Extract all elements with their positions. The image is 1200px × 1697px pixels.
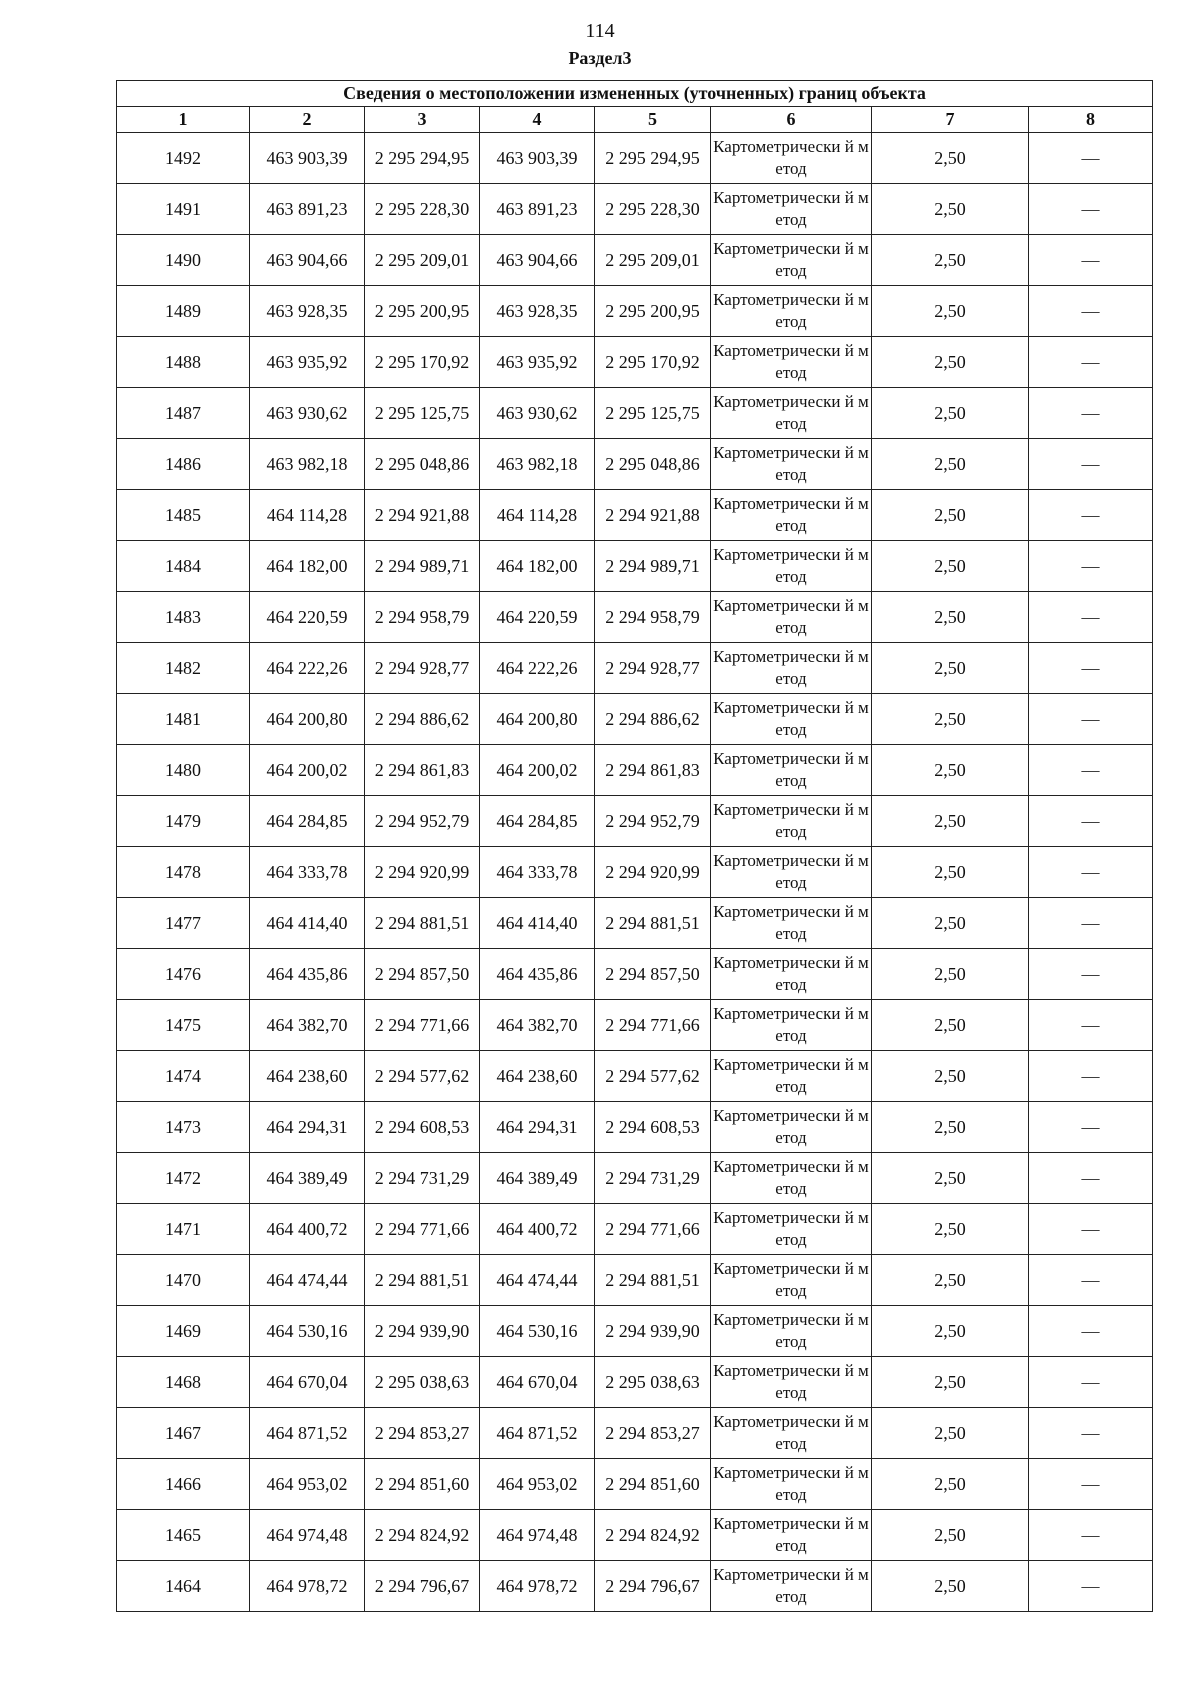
method-cell: Картометрически й метод <box>711 1408 872 1459</box>
y-coordinate-refined-cell: 2 294 958,79 <box>595 592 711 643</box>
point-number-cell: 1473 <box>117 1102 250 1153</box>
x-coordinate-refined-cell: 464 389,49 <box>480 1153 595 1204</box>
method-cell: Картометрически й метод <box>711 1357 872 1408</box>
point-number-cell: 1474 <box>117 1051 250 1102</box>
table-row <box>117 1102 1153 1153</box>
y-coordinate-refined-cell: 2 294 928,77 <box>595 643 711 694</box>
y-coordinate-refined-cell: 2 294 881,51 <box>595 1255 711 1306</box>
method-cell: Картометрически й метод <box>711 1000 872 1051</box>
table-row <box>117 1255 1153 1306</box>
table-row <box>117 1408 1153 1459</box>
x-coordinate-refined-cell: 463 928,35 <box>480 286 595 337</box>
x-coordinate-cell: 463 928,35 <box>250 286 365 337</box>
method-cell: Картометрически й метод <box>711 235 872 286</box>
point-number-cell: 1471 <box>117 1204 250 1255</box>
accuracy-cell: 2,50 <box>872 439 1029 490</box>
table-row <box>117 439 1153 490</box>
table-row <box>117 796 1153 847</box>
y-coordinate-cell: 2 294 731,29 <box>365 1153 480 1204</box>
table-row <box>117 337 1153 388</box>
table-row <box>117 184 1153 235</box>
column-number: 7 <box>872 107 1029 133</box>
table-row <box>117 1306 1153 1357</box>
point-number-cell: 1491 <box>117 184 250 235</box>
point-number-cell: 1480 <box>117 745 250 796</box>
table-row <box>117 133 1153 184</box>
x-coordinate-cell: 464 670,04 <box>250 1357 365 1408</box>
table-row <box>117 1153 1153 1204</box>
table-row <box>117 286 1153 337</box>
point-number-cell: 1468 <box>117 1357 250 1408</box>
x-coordinate-refined-cell: 464 978,72 <box>480 1561 595 1612</box>
point-number-cell: 1489 <box>117 286 250 337</box>
column-number: 5 <box>595 107 711 133</box>
x-coordinate-refined-cell: 464 284,85 <box>480 796 595 847</box>
point-number-cell: 1477 <box>117 898 250 949</box>
table-row <box>117 745 1153 796</box>
description-cell: — <box>1029 1102 1153 1153</box>
method-cell: Картометрически й метод <box>711 1459 872 1510</box>
description-cell: — <box>1029 133 1153 184</box>
y-coordinate-refined-cell: 2 294 608,53 <box>595 1102 711 1153</box>
table-row <box>117 388 1153 439</box>
y-coordinate-refined-cell: 2 294 731,29 <box>595 1153 711 1204</box>
description-cell: — <box>1029 286 1153 337</box>
y-coordinate-cell: 2 295 170,92 <box>365 337 480 388</box>
x-coordinate-cell: 464 871,52 <box>250 1408 365 1459</box>
x-coordinate-cell: 464 222,26 <box>250 643 365 694</box>
y-coordinate-cell: 2 294 771,66 <box>365 1204 480 1255</box>
column-number: 2 <box>250 107 365 133</box>
method-cell: Картометрически й метод <box>711 949 872 1000</box>
x-coordinate-cell: 464 182,00 <box>250 541 365 592</box>
table-row <box>117 490 1153 541</box>
column-number: 6 <box>711 107 872 133</box>
table-row <box>117 1204 1153 1255</box>
y-coordinate-refined-cell: 2 294 861,83 <box>595 745 711 796</box>
y-coordinate-refined-cell: 2 294 952,79 <box>595 796 711 847</box>
accuracy-cell: 2,50 <box>872 1561 1029 1612</box>
y-coordinate-refined-cell: 2 294 881,51 <box>595 898 711 949</box>
method-cell: Картометрически й метод <box>711 1255 872 1306</box>
y-coordinate-refined-cell: 2 294 989,71 <box>595 541 711 592</box>
point-number-cell: 1467 <box>117 1408 250 1459</box>
table-row <box>117 694 1153 745</box>
y-coordinate-cell: 2 294 928,77 <box>365 643 480 694</box>
description-cell: — <box>1029 592 1153 643</box>
x-coordinate-refined-cell: 464 182,00 <box>480 541 595 592</box>
y-coordinate-cell: 2 295 294,95 <box>365 133 480 184</box>
method-cell: Картометрически й метод <box>711 1510 872 1561</box>
table-row <box>117 949 1153 1000</box>
y-coordinate-cell: 2 294 958,79 <box>365 592 480 643</box>
accuracy-cell: 2,50 <box>872 235 1029 286</box>
x-coordinate-cell: 463 891,23 <box>250 184 365 235</box>
y-coordinate-cell: 2 294 921,88 <box>365 490 480 541</box>
table-row <box>117 592 1153 643</box>
method-cell: Картометрически й метод <box>711 643 872 694</box>
accuracy-cell: 2,50 <box>872 1510 1029 1561</box>
table-row <box>117 1561 1153 1612</box>
point-number-cell: 1486 <box>117 439 250 490</box>
x-coordinate-cell: 463 930,62 <box>250 388 365 439</box>
x-coordinate-refined-cell: 464 400,72 <box>480 1204 595 1255</box>
accuracy-cell: 2,50 <box>872 337 1029 388</box>
y-coordinate-refined-cell: 2 295 125,75 <box>595 388 711 439</box>
point-number-cell: 1485 <box>117 490 250 541</box>
accuracy-cell: 2,50 <box>872 898 1029 949</box>
point-number-cell: 1478 <box>117 847 250 898</box>
x-coordinate-refined-cell: 464 333,78 <box>480 847 595 898</box>
column-number: 4 <box>480 107 595 133</box>
method-cell: Картометрически й метод <box>711 184 872 235</box>
column-number: 3 <box>365 107 480 133</box>
x-coordinate-cell: 464 414,40 <box>250 898 365 949</box>
accuracy-cell: 2,50 <box>872 1051 1029 1102</box>
description-cell: — <box>1029 235 1153 286</box>
description-cell: — <box>1029 694 1153 745</box>
table-row <box>117 898 1153 949</box>
page-number: 114 <box>585 20 615 42</box>
method-cell: Картометрически й метод <box>711 1153 872 1204</box>
y-coordinate-refined-cell: 2 294 851,60 <box>595 1459 711 1510</box>
description-cell: — <box>1029 184 1153 235</box>
x-coordinate-cell: 463 935,92 <box>250 337 365 388</box>
accuracy-cell: 2,50 <box>872 847 1029 898</box>
table-body <box>117 133 1153 1612</box>
y-coordinate-cell: 2 294 861,83 <box>365 745 480 796</box>
y-coordinate-refined-cell: 2 294 771,66 <box>595 1204 711 1255</box>
x-coordinate-cell: 464 238,60 <box>250 1051 365 1102</box>
point-number-cell: 1479 <box>117 796 250 847</box>
y-coordinate-cell: 2 294 952,79 <box>365 796 480 847</box>
x-coordinate-refined-cell: 464 871,52 <box>480 1408 595 1459</box>
x-coordinate-cell: 464 333,78 <box>250 847 365 898</box>
y-coordinate-refined-cell: 2 294 886,62 <box>595 694 711 745</box>
y-coordinate-cell: 2 294 853,27 <box>365 1408 480 1459</box>
description-cell: — <box>1029 1459 1153 1510</box>
method-cell: Картометрически й метод <box>711 541 872 592</box>
y-coordinate-refined-cell: 2 294 796,67 <box>595 1561 711 1612</box>
y-coordinate-cell: 2 295 048,86 <box>365 439 480 490</box>
x-coordinate-refined-cell: 464 114,28 <box>480 490 595 541</box>
y-coordinate-refined-cell: 2 294 824,92 <box>595 1510 711 1561</box>
x-coordinate-refined-cell: 463 904,66 <box>480 235 595 286</box>
method-cell: Картометрически й метод <box>711 898 872 949</box>
point-number-cell: 1476 <box>117 949 250 1000</box>
y-coordinate-refined-cell: 2 295 038,63 <box>595 1357 711 1408</box>
point-number-cell: 1464 <box>117 1561 250 1612</box>
description-cell: — <box>1029 1357 1153 1408</box>
description-cell: — <box>1029 1408 1153 1459</box>
y-coordinate-cell: 2 294 920,99 <box>365 847 480 898</box>
accuracy-cell: 2,50 <box>872 133 1029 184</box>
method-cell: Картометрически й метод <box>711 847 872 898</box>
x-coordinate-refined-cell: 464 953,02 <box>480 1459 595 1510</box>
description-cell: — <box>1029 1000 1153 1051</box>
accuracy-cell: 2,50 <box>872 949 1029 1000</box>
y-coordinate-refined-cell: 2 295 170,92 <box>595 337 711 388</box>
method-cell: Картометрически й метод <box>711 592 872 643</box>
method-cell: Картометрически й метод <box>711 133 872 184</box>
description-cell: — <box>1029 388 1153 439</box>
point-number-cell: 1466 <box>117 1459 250 1510</box>
table-row <box>117 1051 1153 1102</box>
method-cell: Картометрически й метод <box>711 1306 872 1357</box>
y-coordinate-cell: 2 295 038,63 <box>365 1357 480 1408</box>
x-coordinate-cell: 463 982,18 <box>250 439 365 490</box>
description-cell: — <box>1029 1510 1153 1561</box>
y-coordinate-cell: 2 295 125,75 <box>365 388 480 439</box>
point-number-cell: 1492 <box>117 133 250 184</box>
method-cell: Картометрически й метод <box>711 388 872 439</box>
x-coordinate-cell: 464 294,31 <box>250 1102 365 1153</box>
table-row <box>117 1357 1153 1408</box>
x-coordinate-refined-cell: 464 238,60 <box>480 1051 595 1102</box>
y-coordinate-cell: 2 294 857,50 <box>365 949 480 1000</box>
method-cell: Картометрически й метод <box>711 745 872 796</box>
x-coordinate-cell: 464 953,02 <box>250 1459 365 1510</box>
description-cell: — <box>1029 337 1153 388</box>
accuracy-cell: 2,50 <box>872 1204 1029 1255</box>
description-cell: — <box>1029 796 1153 847</box>
y-coordinate-cell: 2 294 881,51 <box>365 1255 480 1306</box>
y-coordinate-cell: 2 294 824,92 <box>365 1510 480 1561</box>
y-coordinate-cell: 2 294 771,66 <box>365 1000 480 1051</box>
x-coordinate-cell: 464 400,72 <box>250 1204 365 1255</box>
method-cell: Картометрически й метод <box>711 439 872 490</box>
x-coordinate-cell: 464 220,59 <box>250 592 365 643</box>
column-number: 8 <box>1029 107 1153 133</box>
x-coordinate-refined-cell: 464 530,16 <box>480 1306 595 1357</box>
x-coordinate-refined-cell: 464 200,80 <box>480 694 595 745</box>
accuracy-cell: 2,50 <box>872 541 1029 592</box>
point-number-cell: 1465 <box>117 1510 250 1561</box>
point-number-cell: 1483 <box>117 592 250 643</box>
y-coordinate-refined-cell: 2 294 771,66 <box>595 1000 711 1051</box>
point-number-cell: 1472 <box>117 1153 250 1204</box>
y-coordinate-cell: 2 295 228,30 <box>365 184 480 235</box>
y-coordinate-refined-cell: 2 295 048,86 <box>595 439 711 490</box>
accuracy-cell: 2,50 <box>872 643 1029 694</box>
x-coordinate-cell: 464 382,70 <box>250 1000 365 1051</box>
column-number: 1 <box>117 107 250 133</box>
point-number-cell: 1470 <box>117 1255 250 1306</box>
y-coordinate-cell: 2 294 886,62 <box>365 694 480 745</box>
description-cell: — <box>1029 1306 1153 1357</box>
x-coordinate-refined-cell: 463 903,39 <box>480 133 595 184</box>
point-number-cell: 1488 <box>117 337 250 388</box>
x-coordinate-refined-cell: 464 294,31 <box>480 1102 595 1153</box>
y-coordinate-cell: 2 294 851,60 <box>365 1459 480 1510</box>
x-coordinate-cell: 464 974,48 <box>250 1510 365 1561</box>
accuracy-cell: 2,50 <box>872 490 1029 541</box>
description-cell: — <box>1029 439 1153 490</box>
description-cell: — <box>1029 541 1153 592</box>
description-cell: — <box>1029 847 1153 898</box>
method-cell: Картометрически й метод <box>711 337 872 388</box>
point-number-cell: 1475 <box>117 1000 250 1051</box>
x-coordinate-refined-cell: 464 670,04 <box>480 1357 595 1408</box>
description-cell: — <box>1029 1561 1153 1612</box>
y-coordinate-cell: 2 294 881,51 <box>365 898 480 949</box>
point-number-cell: 1484 <box>117 541 250 592</box>
y-coordinate-cell: 2 294 989,71 <box>365 541 480 592</box>
accuracy-cell: 2,50 <box>872 796 1029 847</box>
x-coordinate-cell: 464 978,72 <box>250 1561 365 1612</box>
x-coordinate-cell: 463 904,66 <box>250 235 365 286</box>
accuracy-cell: 2,50 <box>872 1102 1029 1153</box>
description-cell: — <box>1029 1051 1153 1102</box>
accuracy-cell: 2,50 <box>872 1408 1029 1459</box>
description-cell: — <box>1029 490 1153 541</box>
method-cell: Картометрически й метод <box>711 1102 872 1153</box>
description-cell: — <box>1029 949 1153 1000</box>
accuracy-cell: 2,50 <box>872 286 1029 337</box>
method-cell: Картометрически й метод <box>711 1204 872 1255</box>
point-number-cell: 1469 <box>117 1306 250 1357</box>
y-coordinate-refined-cell: 2 294 921,88 <box>595 490 711 541</box>
x-coordinate-cell: 463 903,39 <box>250 133 365 184</box>
table-row <box>117 235 1153 286</box>
x-coordinate-cell: 464 435,86 <box>250 949 365 1000</box>
table-row <box>117 1459 1153 1510</box>
point-number-cell: 1481 <box>117 694 250 745</box>
description-cell: — <box>1029 643 1153 694</box>
accuracy-cell: 2,50 <box>872 1153 1029 1204</box>
point-number-cell: 1487 <box>117 388 250 439</box>
description-cell: — <box>1029 745 1153 796</box>
x-coordinate-refined-cell: 464 974,48 <box>480 1510 595 1561</box>
accuracy-cell: 2,50 <box>872 1000 1029 1051</box>
description-cell: — <box>1029 898 1153 949</box>
accuracy-cell: 2,50 <box>872 592 1029 643</box>
y-coordinate-refined-cell: 2 294 920,99 <box>595 847 711 898</box>
x-coordinate-refined-cell: 463 982,18 <box>480 439 595 490</box>
x-coordinate-refined-cell: 464 382,70 <box>480 1000 595 1051</box>
table-row <box>117 1510 1153 1561</box>
y-coordinate-refined-cell: 2 295 294,95 <box>595 133 711 184</box>
y-coordinate-refined-cell: 2 294 577,62 <box>595 1051 711 1102</box>
point-number-cell: 1490 <box>117 235 250 286</box>
x-coordinate-cell: 464 530,16 <box>250 1306 365 1357</box>
accuracy-cell: 2,50 <box>872 745 1029 796</box>
description-cell: — <box>1029 1255 1153 1306</box>
boundary-coordinates-table <box>116 80 1153 1612</box>
y-coordinate-cell: 2 294 796,67 <box>365 1561 480 1612</box>
y-coordinate-cell: 2 294 939,90 <box>365 1306 480 1357</box>
y-coordinate-refined-cell: 2 295 200,95 <box>595 286 711 337</box>
x-coordinate-refined-cell: 463 935,92 <box>480 337 595 388</box>
table-row <box>117 1000 1153 1051</box>
description-cell: — <box>1029 1153 1153 1204</box>
accuracy-cell: 2,50 <box>872 694 1029 745</box>
table-row <box>117 541 1153 592</box>
y-coordinate-cell: 2 294 577,62 <box>365 1051 480 1102</box>
accuracy-cell: 2,50 <box>872 1459 1029 1510</box>
accuracy-cell: 2,50 <box>872 388 1029 439</box>
x-coordinate-refined-cell: 464 222,26 <box>480 643 595 694</box>
method-cell: Картометрически й метод <box>711 286 872 337</box>
x-coordinate-refined-cell: 464 435,86 <box>480 949 595 1000</box>
x-coordinate-refined-cell: 464 474,44 <box>480 1255 595 1306</box>
method-cell: Картометрически й метод <box>711 1051 872 1102</box>
description-cell: — <box>1029 1204 1153 1255</box>
accuracy-cell: 2,50 <box>872 1255 1029 1306</box>
y-coordinate-refined-cell: 2 294 939,90 <box>595 1306 711 1357</box>
x-coordinate-cell: 464 284,85 <box>250 796 365 847</box>
method-cell: Картометрически й метод <box>711 1561 872 1612</box>
method-cell: Картометрически й метод <box>711 796 872 847</box>
table-row <box>117 643 1153 694</box>
x-coordinate-refined-cell: 463 891,23 <box>480 184 595 235</box>
y-coordinate-cell: 2 295 200,95 <box>365 286 480 337</box>
table-row <box>117 847 1153 898</box>
x-coordinate-refined-cell: 464 200,02 <box>480 745 595 796</box>
y-coordinate-cell: 2 294 608,53 <box>365 1102 480 1153</box>
y-coordinate-refined-cell: 2 295 209,01 <box>595 235 711 286</box>
x-coordinate-cell: 464 389,49 <box>250 1153 365 1204</box>
y-coordinate-refined-cell: 2 294 857,50 <box>595 949 711 1000</box>
section-title: Раздел3 <box>568 48 632 68</box>
x-coordinate-refined-cell: 464 414,40 <box>480 898 595 949</box>
y-coordinate-cell: 2 295 209,01 <box>365 235 480 286</box>
y-coordinate-refined-cell: 2 294 853,27 <box>595 1408 711 1459</box>
method-cell: Картометрически й метод <box>711 490 872 541</box>
table-caption: Сведения о местоположении измененных (уточненных) границ объекта <box>117 81 1153 107</box>
column-number-row <box>117 107 1153 133</box>
x-coordinate-refined-cell: 464 220,59 <box>480 592 595 643</box>
y-coordinate-refined-cell: 2 295 228,30 <box>595 184 711 235</box>
accuracy-cell: 2,50 <box>872 1357 1029 1408</box>
accuracy-cell: 2,50 <box>872 1306 1029 1357</box>
x-coordinate-cell: 464 200,80 <box>250 694 365 745</box>
method-cell: Картометрически й метод <box>711 694 872 745</box>
x-coordinate-cell: 464 114,28 <box>250 490 365 541</box>
x-coordinate-cell: 464 474,44 <box>250 1255 365 1306</box>
accuracy-cell: 2,50 <box>872 184 1029 235</box>
x-coordinate-refined-cell: 463 930,62 <box>480 388 595 439</box>
point-number-cell: 1482 <box>117 643 250 694</box>
x-coordinate-cell: 464 200,02 <box>250 745 365 796</box>
